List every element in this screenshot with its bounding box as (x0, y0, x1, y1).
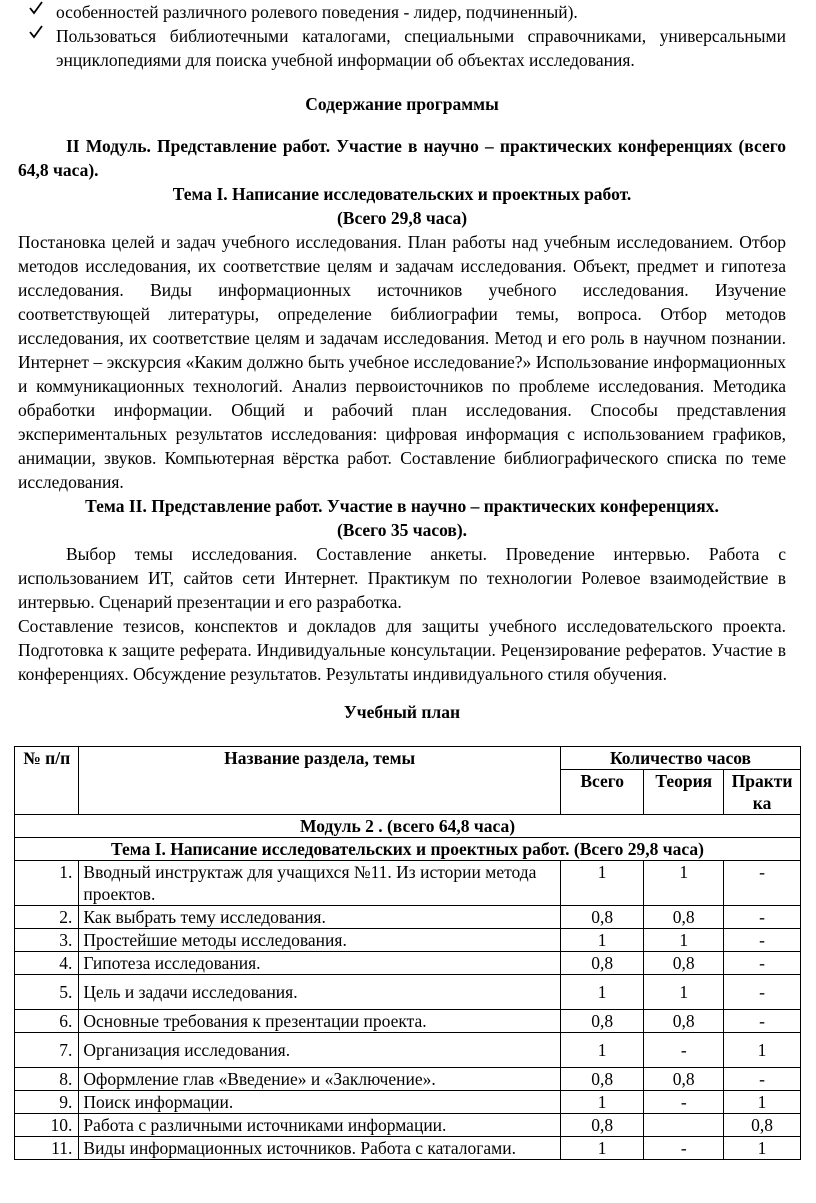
table-body (15, 861, 801, 1160)
row-total: 1 (560, 1137, 643, 1160)
row-practice: 0,8 (724, 1114, 801, 1137)
row-theory: 0,8 (644, 952, 724, 975)
row-theory: 0,8 (644, 906, 724, 929)
header-total: Всего (560, 770, 643, 815)
table-row (15, 1137, 801, 1160)
row-num: 6. (15, 1010, 79, 1033)
row-num: 11. (15, 1137, 79, 1160)
row-name: Работа с различными источниками информации. (79, 1114, 561, 1137)
row-num: 9. (15, 1091, 79, 1114)
plan-title: Учебный план (343, 702, 461, 722)
table-row (15, 1114, 801, 1137)
row-theory (644, 1114, 724, 1137)
program-title: Содержание программы (305, 94, 499, 114)
topic2-text-1: Выбор темы исследования. Составление анкеты. Проведение интервью. Работа с использованием ИТ, сайтов сети Интернет. Практикум по технологии Ролевое взаимодействие в интервью. Сценарий презентации и его разработка. (18, 544, 786, 612)
table-row (15, 1010, 801, 1033)
table-row (15, 952, 801, 975)
header-practice: Практи ка (724, 770, 801, 815)
row-name: Вводный инструктаж для учащихся №11. Из истории метода проектов. (79, 861, 561, 906)
topic2-title: Тема II. Представление работ. Участие в научно – практических конференциях. (85, 496, 719, 516)
table-row (15, 906, 801, 929)
row-theory: 0,8 (644, 1068, 724, 1091)
topic2-hours: (Всего 35 часов). (336, 520, 468, 540)
row-name: Виды информационных источников. Работа с каталогами. (79, 1137, 561, 1160)
curriculum-table (14, 746, 801, 1160)
bullet-text: Пользоваться библиотечными каталогами, специальными справочниками, универсальными энциклопедиями для поиска учебной информации об объектах исследования. (56, 26, 786, 70)
topic1-hours: (Всего 29,8 часа) (336, 208, 468, 228)
row-name: Поиск информации. (79, 1091, 561, 1114)
bullet-item (18, 24, 786, 72)
row-theory: - (644, 1137, 724, 1160)
table-row (15, 1068, 801, 1091)
table-row (15, 861, 801, 906)
row-num: 7. (15, 1033, 79, 1068)
row-total: 1 (560, 1033, 643, 1068)
row-practice: - (724, 975, 801, 1010)
topic-row: Тема I. Написание исследовательских и проектных работ. (Всего 29,8 часа) (15, 838, 801, 861)
module-heading: II Модуль. Представление работ. Участие в научно – практических конференциях (всего 64,8 часа). (18, 136, 786, 180)
header-theory: Теория (644, 770, 724, 815)
row-practice: - (724, 929, 801, 952)
row-name: Гипотеза исследования. (79, 952, 561, 975)
table-row (15, 975, 801, 1010)
row-num: 10. (15, 1114, 79, 1137)
row-total: 0,8 (560, 1114, 643, 1137)
topic1-title: Тема I. Написание исследовательских и проектных работ. (172, 184, 632, 204)
row-theory: 1 (644, 975, 724, 1010)
row-total: 1 (560, 861, 643, 906)
row-total: 1 (560, 1091, 643, 1114)
row-num: 3. (15, 929, 79, 952)
row-theory: - (644, 1033, 724, 1068)
row-practice: 1 (724, 1091, 801, 1114)
row-name: Простейшие методы исследования. (79, 929, 561, 952)
row-practice: - (724, 861, 801, 906)
row-name: Цель и задачи исследования. (79, 975, 561, 1010)
row-theory: - (644, 1091, 724, 1114)
header-num: № п/п (15, 747, 79, 815)
bullet-list (18, 0, 786, 72)
row-num: 2. (15, 906, 79, 929)
document-page (18, 0, 793, 1160)
checkmark-icon (28, 0, 44, 16)
topic2-text-2: Составление тезисов, конспектов и докладов для защиты учебного исследовательского проекта. Подготовка к защите реферата. Индивидуальные консультации. Рецензирование рефератов. Участие в конференциях. Обсуждение результатов. Результаты индивидуального стиля обучения. (18, 616, 786, 684)
row-theory: 1 (644, 861, 724, 906)
table-row (15, 929, 801, 952)
row-name: Основные требования к презентации проекта. (79, 1010, 561, 1033)
row-practice: - (724, 1068, 801, 1091)
bullet-item (18, 0, 786, 24)
row-theory: 0,8 (644, 1010, 724, 1033)
row-num: 1. (15, 861, 79, 906)
topic1-text: Постановка целей и задач учебного исследования. План работы над учебным исследованием. Отбор методов исследования, их соответствие целям и задачам исследования. Объект, предмет и гипотеза исследования. Виды информационных источников учебного исследования. Изучение соответствующей литературы, определение библиографии темы, вопроса. Отбор методов исследования, их соответствие целям и задачам исследования. Метод и его роль в научном познании. Интернет – экскурсия «Каким должно быть учебное исследование?» Использование информационных и коммуникационных технологий. Анализ первоисточников по проблеме исследования. Методика обработки информации. Общий и рабочий план исследования. Способы представления экспериментальных результатов исследования: цифровая информация с использованием графиков, анимации, звуков. Компьютерная вёрстка работ. Составление библиографического списка по теме исследования. (18, 232, 786, 492)
row-num: 4. (15, 952, 79, 975)
row-total: 0,8 (560, 952, 643, 975)
row-name: Организация исследования. (79, 1033, 561, 1068)
module-row: Модуль 2 . (всего 64,8 часа) (15, 815, 801, 838)
row-total: 1 (560, 975, 643, 1010)
row-num: 5. (15, 975, 79, 1010)
row-name: Оформление глав «Введение» и «Заключение». (79, 1068, 561, 1091)
row-practice: - (724, 1010, 801, 1033)
row-practice: - (724, 952, 801, 975)
row-name: Как выбрать тему исследования. (79, 906, 561, 929)
row-total: 1 (560, 929, 643, 952)
table-row (15, 1091, 801, 1114)
row-total: 0,8 (560, 1010, 643, 1033)
row-practice: - (724, 906, 801, 929)
row-practice: 1 (724, 1137, 801, 1160)
table-row (15, 1033, 801, 1068)
header-name: Название раздела, темы (79, 747, 561, 815)
checkmark-icon (28, 24, 44, 40)
row-num: 8. (15, 1068, 79, 1091)
row-total: 0,8 (560, 1068, 643, 1091)
bullet-text: особенностей различного ролевого поведения - лидер, подчиненный). (56, 2, 578, 22)
row-practice: 1 (724, 1033, 801, 1068)
row-total: 0,8 (560, 906, 643, 929)
header-hours: Количество часов (560, 747, 800, 770)
row-theory: 1 (644, 929, 724, 952)
